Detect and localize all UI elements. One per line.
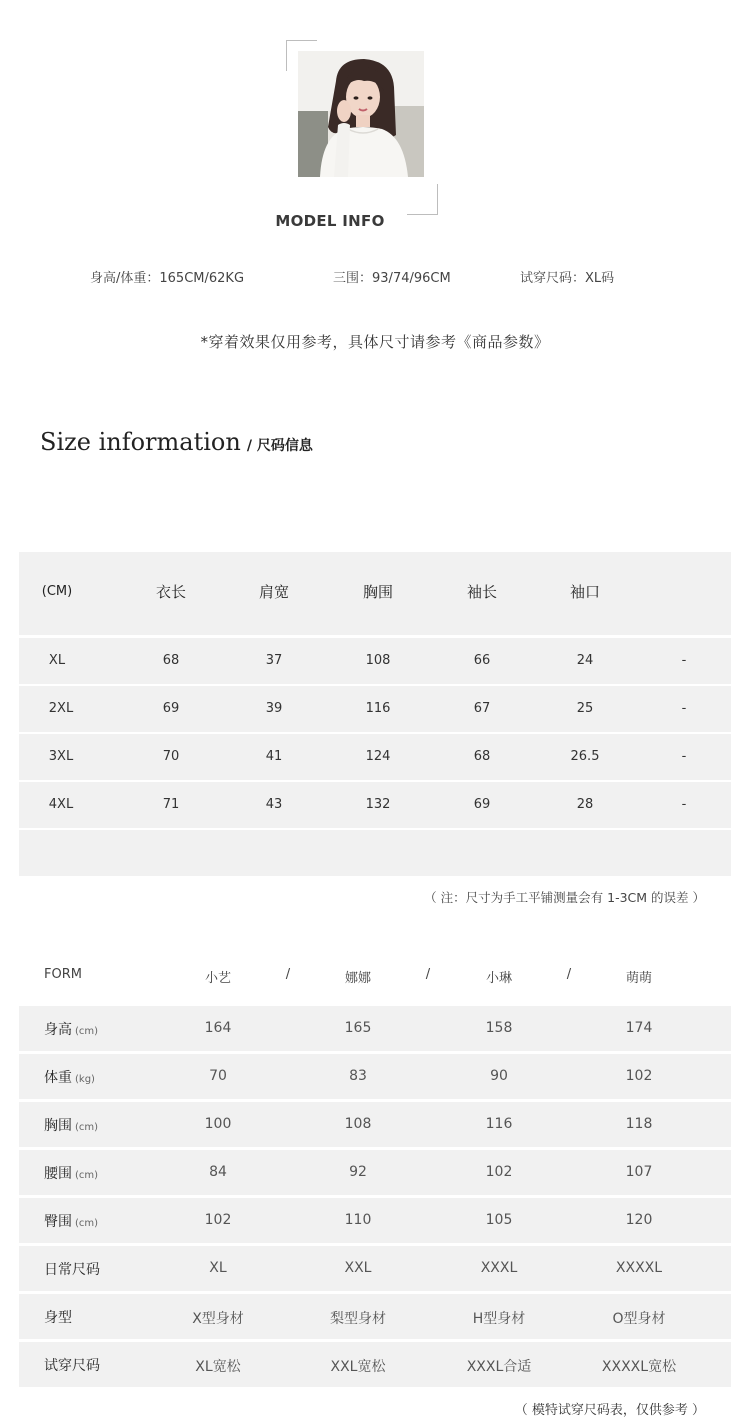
row-value: 102 bbox=[485, 1164, 513, 1180]
model-height-weight bbox=[90, 267, 244, 286]
length-value: 68 bbox=[162, 653, 180, 668]
row-value: 108 bbox=[344, 1116, 372, 1132]
frame-corner-bottom-right bbox=[407, 184, 438, 215]
table-row bbox=[19, 1246, 731, 1291]
row-label bbox=[44, 1307, 72, 1327]
table-row bbox=[19, 686, 731, 732]
row-label-text: 试穿尺码 bbox=[44, 1358, 100, 1374]
form-table-header-label: FORM bbox=[44, 967, 82, 982]
row-label-text: 腰围 bbox=[44, 1166, 72, 1182]
row-value: X型身材 bbox=[192, 1311, 244, 1327]
table-row bbox=[19, 782, 731, 828]
row-unit: (cm) bbox=[75, 1170, 99, 1181]
shoulder-value: 39 bbox=[265, 701, 283, 716]
model-photo bbox=[298, 51, 424, 177]
length-value: 69 bbox=[162, 701, 180, 716]
model-name-3: 小琳 bbox=[485, 971, 512, 986]
size-label: 4XL bbox=[48, 797, 74, 812]
cuff-value: 24 bbox=[576, 653, 594, 668]
row-value: 90 bbox=[490, 1068, 508, 1084]
row-label bbox=[44, 1115, 98, 1135]
stat-label: 身高/体重： bbox=[90, 271, 160, 286]
row-label-text: 胸围 bbox=[44, 1118, 72, 1134]
row-value: 84 bbox=[209, 1164, 227, 1180]
row-value: 92 bbox=[349, 1164, 367, 1180]
model-try-size bbox=[520, 267, 614, 286]
header-separator: / bbox=[566, 967, 572, 982]
row-value: 165 bbox=[344, 1020, 372, 1036]
size-label: 2XL bbox=[48, 701, 74, 716]
sleeve-value: 69 bbox=[473, 797, 491, 812]
cuff-value: 25 bbox=[576, 701, 594, 716]
row-label bbox=[44, 1355, 100, 1375]
row-value: 83 bbox=[349, 1068, 367, 1084]
row-value: XXL bbox=[344, 1260, 372, 1276]
row-value: 174 bbox=[625, 1020, 653, 1036]
row-label-text: 身高 bbox=[44, 1022, 72, 1038]
length-value: 71 bbox=[162, 797, 180, 812]
shoulder-value: 37 bbox=[265, 653, 283, 668]
size-info-title bbox=[40, 428, 313, 456]
row-label bbox=[44, 1259, 100, 1279]
shoulder-value: 41 bbox=[265, 749, 283, 764]
model-measurements bbox=[333, 267, 451, 286]
row-value: 164 bbox=[204, 1020, 232, 1036]
row-value: XL宽松 bbox=[195, 1359, 241, 1375]
size-table-header-length: 衣长 bbox=[155, 583, 186, 601]
row-value: 102 bbox=[625, 1068, 653, 1084]
extra-value: - bbox=[681, 749, 687, 764]
row-value: 118 bbox=[625, 1116, 653, 1132]
table-row bbox=[19, 638, 731, 684]
row-value: XXXL合适 bbox=[466, 1359, 532, 1375]
stat-value: 165CM/62KG bbox=[159, 271, 245, 286]
row-value: 120 bbox=[625, 1212, 653, 1228]
row-label-text: 身型 bbox=[44, 1310, 72, 1326]
header-separator: / bbox=[285, 967, 291, 982]
extra-value: - bbox=[681, 653, 687, 668]
size-table-header-shoulder: 肩宽 bbox=[258, 583, 289, 601]
row-value: O型身材 bbox=[612, 1311, 666, 1327]
chest-value: 124 bbox=[365, 749, 391, 764]
stat-label: 三围： bbox=[333, 271, 373, 286]
stat-value: XL码 bbox=[585, 271, 615, 286]
stat-value: 93/74/96CM bbox=[372, 271, 451, 286]
size-table-header-cuff: 袖口 bbox=[569, 583, 600, 601]
size-table-header-chest: 胸围 bbox=[362, 583, 393, 601]
model-name-1: 小艺 bbox=[204, 971, 231, 986]
size-table-note: （ 注：尺寸为手工平铺测量会有 1-3CM 的误差 ） bbox=[424, 890, 705, 905]
row-value: 110 bbox=[344, 1212, 372, 1228]
length-value: 70 bbox=[162, 749, 180, 764]
row-value: 107 bbox=[625, 1164, 653, 1180]
model-name-2: 娜娜 bbox=[344, 971, 371, 986]
row-value: XXXXL宽松 bbox=[601, 1359, 677, 1375]
sleeve-value: 66 bbox=[473, 653, 491, 668]
row-label bbox=[44, 1067, 95, 1087]
extra-value: - bbox=[681, 701, 687, 716]
sleeve-value: 67 bbox=[473, 701, 491, 716]
row-label bbox=[44, 1019, 98, 1039]
table-row bbox=[19, 1198, 731, 1243]
cuff-value: 28 bbox=[576, 797, 594, 812]
model-name-4: 萌萌 bbox=[625, 971, 652, 986]
chest-value: 132 bbox=[365, 797, 391, 812]
row-label bbox=[44, 1211, 98, 1231]
table-row-empty bbox=[19, 830, 731, 876]
shoulder-value: 43 bbox=[265, 797, 283, 812]
table-row bbox=[19, 1342, 731, 1387]
row-label-text: 日常尺码 bbox=[44, 1262, 100, 1278]
size-table-header-sleeve: 袖长 bbox=[466, 583, 497, 601]
size-label: XL bbox=[48, 653, 66, 668]
model-info-title: MODEL INFO bbox=[275, 212, 385, 230]
row-value: 100 bbox=[204, 1116, 232, 1132]
table-row bbox=[19, 1294, 731, 1339]
table-row bbox=[19, 1150, 731, 1195]
table-row bbox=[19, 1006, 731, 1051]
size-table-unit-header: (CM) bbox=[41, 584, 73, 599]
row-value: XXXL bbox=[480, 1260, 518, 1276]
row-label-text: 臀围 bbox=[44, 1214, 72, 1230]
row-value: XXL宽松 bbox=[330, 1359, 386, 1375]
header-separator: / bbox=[425, 967, 431, 982]
row-label bbox=[44, 1163, 98, 1183]
form-table-header-row bbox=[19, 955, 731, 995]
sleeve-value: 68 bbox=[473, 749, 491, 764]
table-row bbox=[19, 1102, 731, 1147]
row-unit: (cm) bbox=[75, 1218, 99, 1229]
row-value: 70 bbox=[209, 1068, 227, 1084]
row-value: XXXXL bbox=[615, 1260, 663, 1276]
cuff-value: 26.5 bbox=[570, 749, 600, 764]
row-value: XL bbox=[209, 1260, 227, 1276]
size-table-header-row bbox=[19, 552, 731, 635]
row-value: 116 bbox=[485, 1116, 513, 1132]
stat-label: 试穿尺码： bbox=[520, 271, 586, 286]
row-unit: (cm) bbox=[75, 1122, 99, 1133]
table-row bbox=[19, 734, 731, 780]
form-table-note: （ 模特试穿尺码表，仅供参考 ） bbox=[514, 1403, 705, 1418]
row-value: H型身材 bbox=[472, 1311, 526, 1327]
row-value: 158 bbox=[485, 1020, 513, 1036]
row-value: 102 bbox=[204, 1212, 232, 1228]
fit-disclaimer: *穿着效果仅用参考，具体尺寸请参考《商品参数》 bbox=[200, 333, 550, 351]
chest-value: 116 bbox=[365, 701, 391, 716]
model-photo-illustration bbox=[298, 51, 424, 177]
row-value: 梨型身材 bbox=[330, 1311, 386, 1327]
size-label: 3XL bbox=[48, 749, 74, 764]
row-unit: (kg) bbox=[75, 1074, 95, 1085]
row-unit: (cm) bbox=[75, 1026, 99, 1037]
table-row bbox=[19, 1054, 731, 1099]
row-label-text: 体重 bbox=[44, 1070, 72, 1086]
size-info-title-cn: / 尺码信息 bbox=[246, 438, 313, 454]
extra-value: - bbox=[681, 797, 687, 812]
row-value: 105 bbox=[485, 1212, 513, 1228]
chest-value: 108 bbox=[365, 653, 391, 668]
size-info-title-en: Size information bbox=[40, 428, 241, 456]
